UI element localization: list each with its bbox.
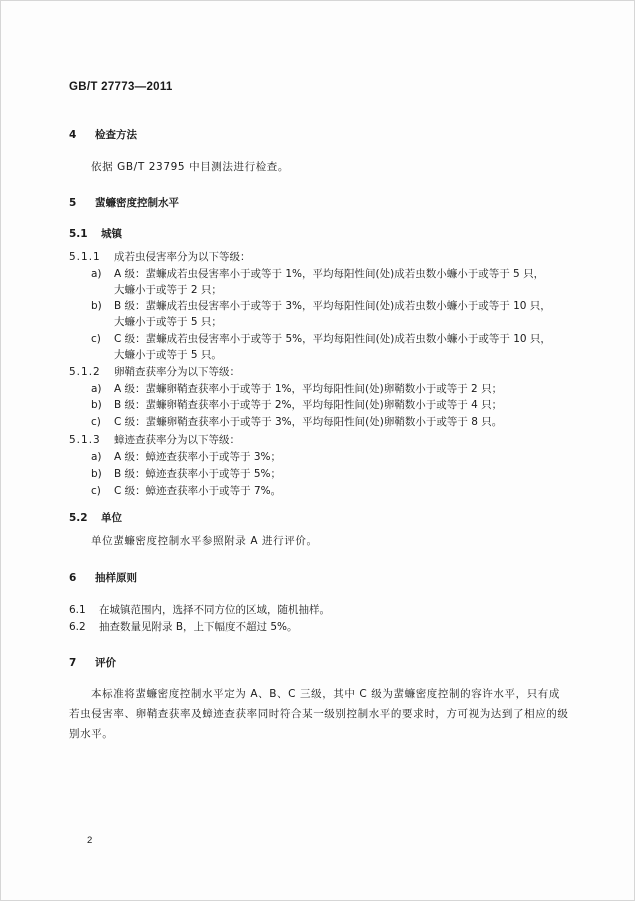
list-item-text: B 级：蜚蠊卵鞘查获率小于或等于 2%，平均每阳性间(处)卵鞘数小于或等于 4 只； [114,399,503,411]
list-item-text-cont: 大蠊小于或等于 5 只； [114,316,222,328]
list-item-label: b) [91,300,102,312]
section-title: 评价 [95,657,116,669]
section-number: 6 [69,572,77,584]
section-title: 城镇 [101,228,122,240]
section-7-heading [69,656,116,670]
section-title: 检查方法 [95,129,137,141]
list-item-label: c) [91,416,101,428]
section-number: 5.2 [69,512,88,524]
list-item-label: a) [91,268,102,280]
list-item-label: a) [91,451,102,463]
list-item-text: A 级：蜚蠊卵鞘查获率小于或等于 1%，平均每阳性间(处)卵鞘数小于或等于 2 只； [114,383,503,395]
clause-title: 卵鞘查获率分为以下等级： [114,366,240,378]
list-item-label: a) [91,383,102,395]
list-item-text: B 级：蟑迹查获率小于或等于 5%； [114,468,282,480]
list-item-label: c) [91,333,101,345]
clause-number: 6.2 [69,621,86,633]
list-item-label: c) [91,485,101,497]
section-title: 单位 [101,512,122,524]
clause-6-1 [69,603,330,617]
list-item-text: C 级：蜚蠊成若虫侵害率小于或等于 5%，平均每阳性间(处)成若虫数小蠊小于或等于 10 只， [114,333,551,345]
section-5-2-heading [69,511,122,525]
section-6-heading [69,571,137,585]
list-item-label: b) [91,468,102,480]
clause-6-2 [69,620,298,634]
section-5-heading [69,196,179,210]
list-item-text: C 级：蜚蠊卵鞘查获率小于或等于 3%，平均每阳性间(处)卵鞘数小于或等于 8 只。 [114,416,503,428]
section-5-2-body: 单位蜚蠊密度控制水平参照附录 A 进行评价。 [91,535,318,547]
list-item-text: A 级：蟑迹查获率小于或等于 3%； [114,451,282,463]
section-4-body: 依据 GB/T 23795 中目测法进行检查。 [91,161,290,173]
clause-text: 在城镇范围内，选择不同方位的区域，随机抽样。 [99,604,330,616]
section-title: 抽样原则 [95,572,137,584]
list-item-text: B 级：蜚蠊成若虫侵害率小于或等于 3%，平均每阳性间(处)成若虫数小蠊小于或等于 10 只， [114,300,551,312]
clause-text: 抽查数量见附录 B，上下幅度不超过 5%。 [99,621,298,633]
list-item-text: A 级：蜚蠊成若虫侵害率小于或等于 1%，平均每阳性间(处)成若虫数小蠊小于或等于 5 只， [114,268,545,280]
clause-number: 6.1 [69,604,86,616]
section-5-1-heading [69,227,122,241]
page-number: 2 [87,835,93,846]
section-number: 4 [69,129,77,141]
clause-title: 成若虫侵害率分为以下等级： [114,251,251,263]
clause-title: 蟑迹查获率分为以下等级： [114,434,240,446]
clause-number: 5.1.3 [69,434,101,446]
clause-number: 5.1.2 [69,366,101,378]
clause-number: 5.1.1 [69,251,101,263]
section-number: 5 [69,197,77,209]
list-item-text-cont: 大蠊小于或等于 2 只； [114,284,222,296]
list-item-text: C 级：蟑迹查获率小于或等于 7%。 [114,485,282,497]
section-number: 7 [69,657,77,669]
section-number: 5.1 [69,228,88,240]
standard-code: GB/T 27773—2011 [69,81,173,93]
clause-5-1-1 [69,250,251,264]
section-4-heading [69,128,137,142]
clause-5-1-2 [69,365,240,379]
list-item-label: b) [91,399,102,411]
section-title: 蜚蠊密度控制水平 [95,197,179,209]
clause-5-1-3 [69,433,240,447]
section-7-body: 本标准将蜚蠊密度控制水平定为 A、B、C 三级，其中 C 级为蜚蠊密度控制的容许水平，只有成若虫侵害率、卵鞘查获率及蟑迹查获率同时符合某一级别控制水平的要求时，方可视为达到了相应的级别水平。 [69,688,569,740]
list-item-text-cont: 大蠊小于或等于 5 只。 [114,349,222,361]
